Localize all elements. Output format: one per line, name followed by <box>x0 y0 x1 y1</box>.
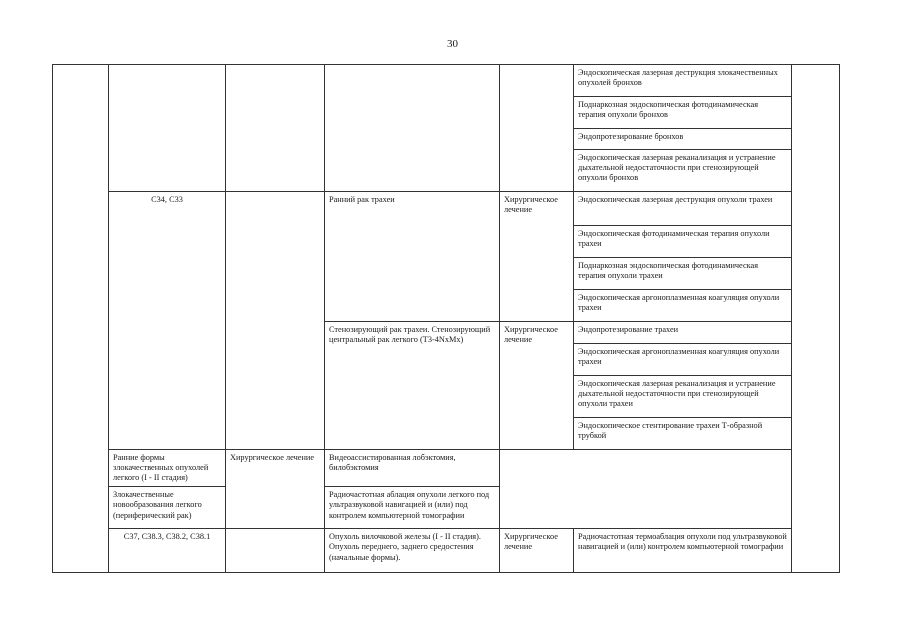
treatment-table <box>52 64 840 573</box>
code-cell: C34, C33 <box>109 192 226 450</box>
method-cell: Эндоскопическое стентирование трахеи Т-образной трубкой <box>574 418 792 450</box>
method-cell: Поднаркозная эндоскопическая фотодинамическая терапия опухоли трахеи <box>574 258 792 290</box>
method-cell: Видеоассистированная лобэктомия, билобэктомия <box>325 450 500 487</box>
method-cell: Эндоскопическая лазерная реканализация и устранение дыхательной недостаточности при стенозирующей опухоли трахеи <box>574 376 792 418</box>
condition-cell: Опухоль вилочковой железы (I - II стадия). Опухоль переднего, заднего средостения (начальные формы). <box>325 529 500 573</box>
empty-cell <box>226 65 325 192</box>
method-cell: Эндоскопическая аргоноплазменная коагуляция опухоли трахеи <box>574 344 792 376</box>
table-row <box>53 65 840 97</box>
method-cell: Радиочастотная аблация опухоли легкого под ультразвуковой навигацией и (или) под контролем компьютерной томографии <box>325 487 500 529</box>
condition-cell: Стенозирующий рак трахеи. Стенозирующий центральный рак легкого (T3-4NxMx) <box>325 322 500 450</box>
treatment-cell <box>500 65 574 192</box>
empty-cell <box>226 529 325 573</box>
method-cell: Эндопротезирование трахеи <box>574 322 792 344</box>
method-cell: Эндоскопическая лазерная деструкция злокачественных опухолей бронхов <box>574 65 792 97</box>
condition-cell <box>325 65 500 192</box>
code-cell: C37, C38.3, C38.2, C38.1 <box>109 529 226 573</box>
empty-cell-last <box>792 65 840 573</box>
condition-cell: Ранний рак трахеи <box>325 192 500 322</box>
method-cell: Эндоскопическая лазерная деструкция опухоли трахеи <box>574 192 792 226</box>
method-cell: Поднаркозная эндоскопическая фотодинамическая терапия опухоли бронхов <box>574 97 792 129</box>
table-row <box>53 529 840 573</box>
method-cell: Эндоскопическая фотодинамическая терапия опухоли трахеи <box>574 226 792 258</box>
condition-cell: Злокачественные новообразования легкого (периферический рак) <box>109 487 226 529</box>
empty-cell-index <box>53 65 109 573</box>
empty-cell <box>226 192 325 450</box>
treatment-cell: Хирургическое лечение <box>500 192 574 322</box>
treatment-cell: Хирургическое лечение <box>500 322 574 450</box>
page-number: 30 <box>447 38 458 50</box>
table-row <box>53 487 840 529</box>
table-row <box>53 192 840 226</box>
table-row <box>53 450 840 487</box>
method-cell: Эндопротезирование бронхов <box>574 129 792 150</box>
condition-cell: Ранние формы злокачественных опухолей легкого (I - II стадия) <box>109 450 226 487</box>
method-cell: Эндоскопическая лазерная реканализация и устранение дыхательной недостаточности при стенозирующей опухоли бронхов <box>574 150 792 192</box>
treatment-cell: Хирургическое лечение <box>500 529 574 573</box>
method-cell: Эндоскопическая аргоноплазменная коагуляция опухоли трахеи <box>574 290 792 322</box>
treatment-cell: Хирургическое лечение <box>226 450 325 529</box>
code-cell <box>109 65 226 192</box>
method-cell: Радиочастотная термоаблация опухоли под ультразвуковой навигацией и (или) контролем компьютерной томографии <box>574 529 792 573</box>
